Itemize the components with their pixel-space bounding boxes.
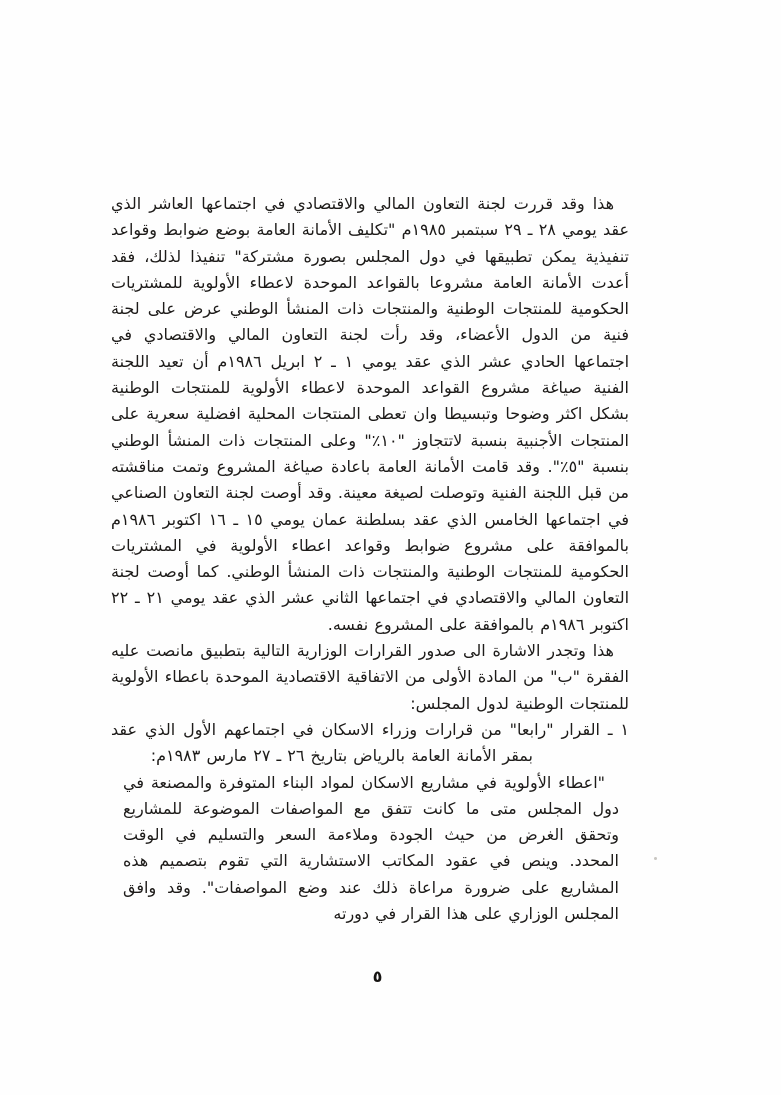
page-number: ٥ bbox=[372, 967, 383, 986]
paragraph-quoted-decision-text: "اعطاء الأولوية في مشاريع الاسكان لمواد البناء المتوفرة والمصنعة في دول المجلس متى ما كانت تتفق مع المواصفات الموضوعة للمشاريع وتحقق الغرض من حيث الجودة وملاءمة السعر والتسليم في الوقت المحدد. وينص في عقود المكاتب الاستشارية التي تقوم بتصميم هذه المشاريع على ضرورة مراعاة ذلك عند وضع المواصفات". وقد وافق المجلس الوزاري على هذا القرار في دورته bbox=[123, 772, 619, 924]
list-item-decision-1: ١ ـ القرار "رابعا" من قرارات وزراء الاسكان في اجتماعهم الأول الذي عقد بمقر الأمانة العامة بالرياض بتاريخ ٢٦ ـ ٢٧ مارس ١٩٨٣م: bbox=[111, 719, 629, 766]
main-text-block bbox=[111, 191, 629, 927]
paragraph-committee-decision: هذا وقد قررت لجنة التعاون المالي والاقتصادي في اجتماعها العاشر الذي عقد يومي ٢٨ ـ ٢٩ سبتمبر ١٩٨٥م "تكليف الأمانة العامة بوضع ضوابط وقواعد تنفيذية يمكن تطبيقها في دول المجلس بصورة مشتركة" تنفيذا لذلك، فقد أعدت الأمانة العامة مشروعا بالقواعد الموحدة لاعطاء الأولوية للمشتريات الحكومية للمنتجات الوطنية والمنتجات ذات المنشأ الوطني عرض على لجنة فنية من الدول الأعضاء، وقد رأت لجنة التعاون المالي والاقتصادي في اجتماعها الحادي عشر الذي عقد يومي ١ ـ ٢ ابريل ١٩٨٦م أن تعيد اللجنة الفنية صياغة مشروع القواعد الموحدة لاعطاء الأولوية للمنتجات الوطنية بشكل اكثر وضوحا وتبسيطا وان تعطى المنتجات المحلية افضلية سعرية على المنتجات الأجنبية بنسبة لاتتجاوز "١٠٪" وعلى المنتجات ذات المنشأ الوطني بنسبة "٥٪". وقد قامت الأمانة العامة باعادة صياغة المشروع وتمت مناقشته من قبل اللجنة الفنية وتوصلت لصيغة معينة. وقد أوصت لجنة التعاون الصناعي في اجتماعها الخامس الذي عقد بسلطنة عمان يومي ١٥ ـ ١٦ اكتوبر ١٩٨٦م بالموافقة على مشروع ضوابط وقواعد اعطاء الأولوية في المشتريات الحكومية للمنتجات الوطنية والمنتجات ذات المنشأ الوطني. كما أوصت لجنة التعاون المالي والاقتصادي في اجتماعها الثاني عشر الذي عقد يومي ٢١ ـ ٢٢ اكتوبر ١٩٨٦م بالموافقة على المشروع نفسه. bbox=[111, 194, 630, 634]
paragraph-ministerial-decisions-intro: هذا وتجدر الاشارة الى صدور القرارات الوزارية التالية بتطبيق مانصت عليه الفقرة "ب" من المادة الأولى من الاتفاقية الاقتصادية الموحدة باعطاء الأولوية للمنتجات الوطنية لدول المجلس: bbox=[111, 641, 629, 713]
scan-artifact-speck bbox=[654, 857, 657, 860]
